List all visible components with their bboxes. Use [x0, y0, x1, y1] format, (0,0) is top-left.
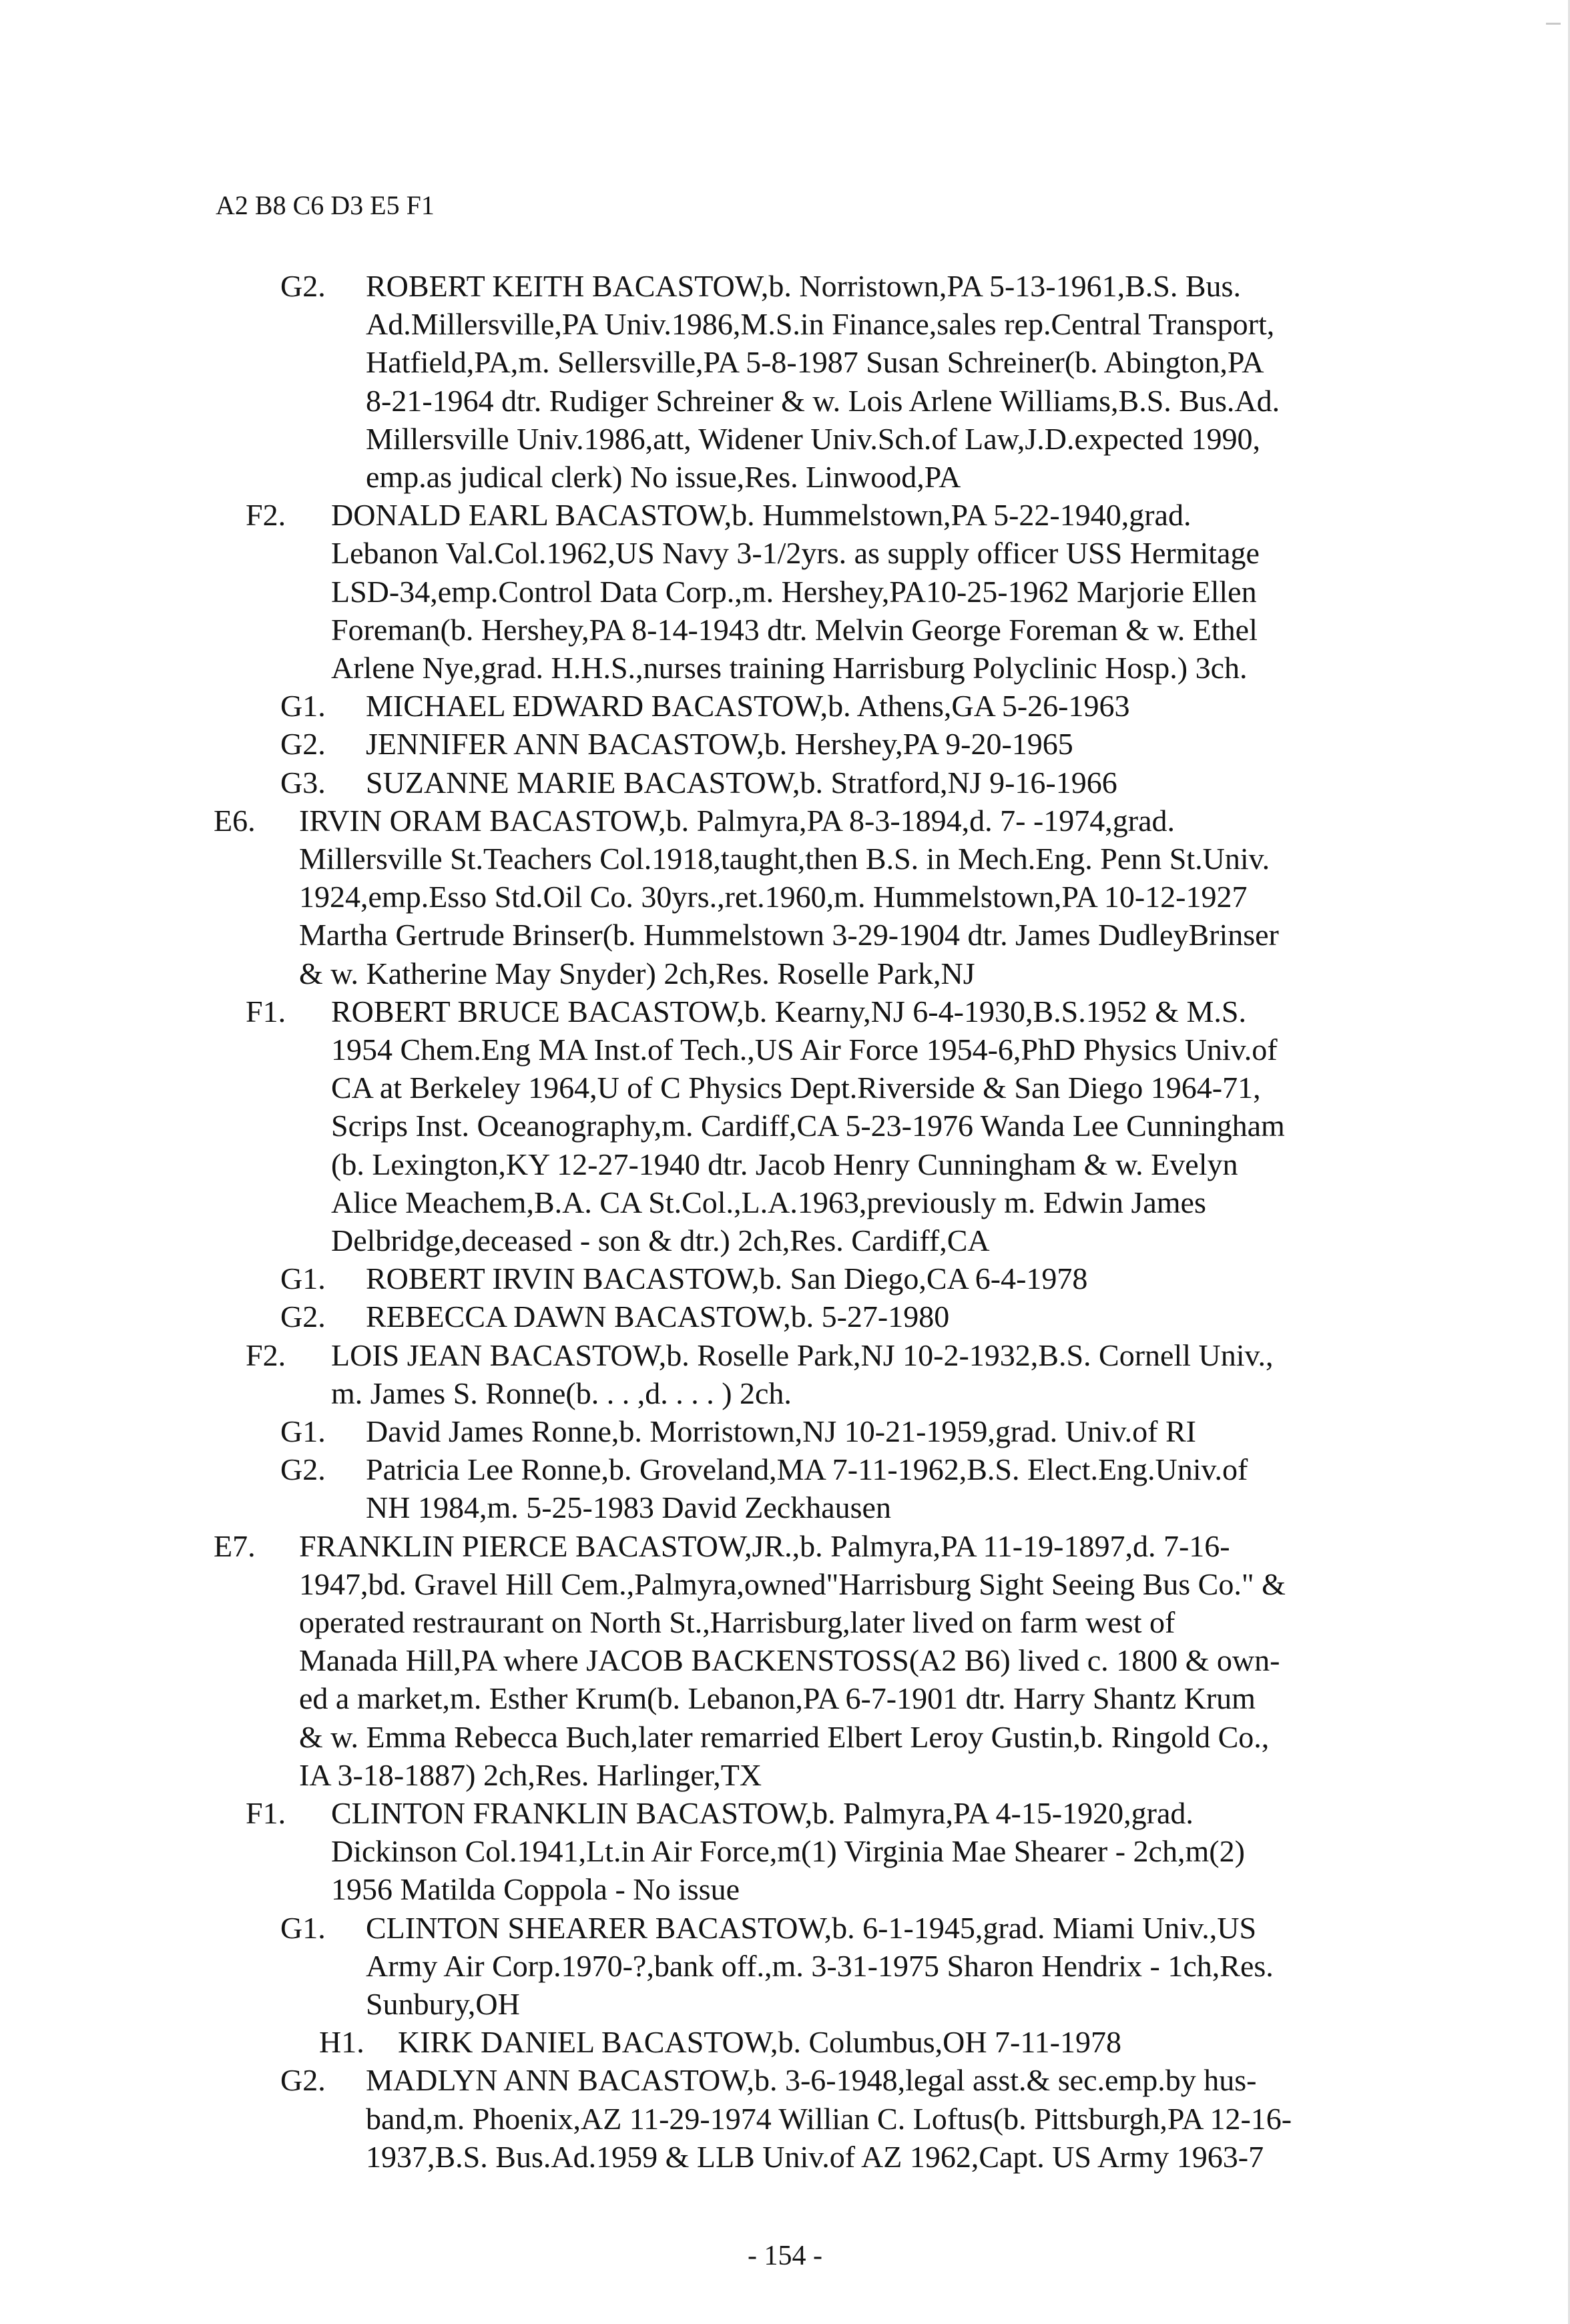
entry-code: G1.: [280, 1261, 326, 1296]
entry-text-line: Hatfield,PA,m. Sellersville,PA 5-8-1987 Susan Schreiner(b. Abington,PA: [366, 345, 1264, 380]
entry-text-line: DONALD EARL BACASTOW,b. Hummelstown,PA 5-22-1940,grad.: [331, 498, 1192, 533]
entry-text-line: 1954 Chem.Eng MA Inst.of Tech.,US Air Force 1954-6,PhD Physics Univ.of: [331, 1033, 1278, 1067]
entry-text-line: Foreman(b. Hershey,PA 8-14-1943 dtr. Melvin George Foreman & w. Ethel: [331, 612, 1258, 647]
entry-code: G3.: [280, 765, 326, 800]
entry-text-line: JENNIFER ANN BACASTOW,b. Hershey,PA 9-20-1965: [366, 727, 1073, 762]
entry-text-line: FRANKLIN PIERCE BACASTOW,JR.,b. Palmyra,PA 11-19-1897,d. 7-16-: [299, 1528, 1230, 1563]
entry-text-line: IA 3-18-1887) 2ch,Res. Harlinger,TX: [299, 1757, 762, 1792]
entry-text-line: ROBERT BRUCE BACASTOW,b. Kearny,NJ 6-4-1930,B.S.1952 & M.S.: [331, 994, 1246, 1029]
entry-code: G2.: [280, 1452, 326, 1487]
entry-code: G1.: [280, 1414, 326, 1448]
entry-text-line: Martha Gertrude Brinser(b. Hummelstown 3-29-1904 dtr. James DudleyBrinser: [299, 918, 1279, 952]
entry-text-line: Scrips Inst. Oceanography,m. Cardiff,CA 5-23-1976 Wanda Lee Cunningham: [331, 1109, 1285, 1143]
entry-code: G2.: [280, 269, 326, 303]
entry-text-line: 1924,emp.Esso Std.Oil Co. 30yrs.,ret.1960,m. Hummelstown,PA 10-12-1927: [299, 880, 1248, 914]
entry-text-line: LOIS JEAN BACASTOW,b. Roselle Park,NJ 10-2-1932,B.S. Cornell Univ.,: [331, 1338, 1274, 1372]
entry-text-line: ROBERT KEITH BACASTOW,b. Norristown,PA 5-13-1961,B.S. Bus.: [366, 269, 1241, 303]
entry-code: G1.: [280, 1910, 326, 1945]
entry-text-line: LSD-34,emp.Control Data Corp.,m. Hershey,PA10-25-1962 Marjorie Ellen: [331, 574, 1257, 609]
entry-text-line: Ad.Millersville,PA Univ.1986,M.S.in Finance,sales rep.Central Transport,: [366, 307, 1275, 342]
entry-text-line: 8-21-1964 dtr. Rudiger Schreiner & w. Lois Arlene Williams,B.S. Bus.Ad.: [366, 383, 1280, 418]
entry-text-line: CA at Berkeley 1964,U of C Physics Dept.Riverside & San Diego 1964-71,: [331, 1071, 1261, 1105]
entry-text-line: MICHAEL EDWARD BACASTOW,b. Athens,GA 5-26-1963: [366, 689, 1130, 723]
entry-text-line: m. James S. Ronne(b. . . ,d. . . . ) 2ch.: [331, 1376, 792, 1410]
entry-text-line: 1947,bd. Gravel Hill Cem.,Palmyra,owned"Harrisburg Sight Seeing Bus Co." &: [299, 1566, 1286, 1601]
entry-text-line: & w. Katherine May Snyder) 2ch,Res. Roselle Park,NJ: [299, 956, 975, 990]
entry-code: F1.: [246, 994, 286, 1029]
entry-text-line: Sunbury,OH: [366, 1987, 520, 2021]
entry-code: E7.: [214, 1528, 256, 1563]
page-number: - 154 -: [748, 2241, 822, 2271]
entry-text-line: (b. Lexington,KY 12-27-1940 dtr. Jacob Henry Cunningham & w. Evelyn: [331, 1147, 1238, 1181]
entry-code: G2.: [280, 727, 326, 762]
entry-text-line: ROBERT IRVIN BACASTOW,b. San Diego,CA 6-4-1978: [366, 1261, 1088, 1296]
entry-text-line: NH 1984,m. 5-25-1983 David Zeckhausen: [366, 1490, 891, 1525]
entry-text-line: Manada Hill,PA where JACOB BACKENSTOSS(A2 B6) lived c. 1800 & own-: [299, 1643, 1280, 1678]
entry-text-line: Dickinson Col.1941,Lt.in Air Force,m(1) Virginia Mae Shearer - 2ch,m(2): [331, 1834, 1245, 1869]
entry-code: F2.: [246, 498, 286, 533]
entry-text-line: ed a market,m. Esther Krum(b. Lebanon,PA 6-7-1901 dtr. Harry Shantz Krum: [299, 1681, 1256, 1716]
entry-code: E6.: [214, 803, 256, 838]
entry-text-line: REBECCA DAWN BACASTOW,b. 5-27-1980: [366, 1299, 950, 1334]
entry-text-line: CLINTON SHEARER BACASTOW,b. 6-1-1945,grad. Miami Univ.,US: [366, 1910, 1257, 1945]
entry-text-line: Millersville Univ.1986,att, Widener Univ.Sch.of Law,J.D.expected 1990,: [366, 421, 1260, 456]
entry-text-line: Army Air Corp.1970-?,bank off.,m. 3-31-1975 Sharon Hendrix - 1ch,Res.: [366, 1948, 1274, 1983]
entry-text-line: SUZANNE MARIE BACASTOW,b. Stratford,NJ 9-16-1966: [366, 765, 1117, 800]
entry-text-line: 1937,B.S. Bus.Ad.1959 & LLB Univ.of AZ 1962,Capt. US Army 1963-7: [366, 2139, 1264, 2174]
entry-code: F2.: [246, 1338, 286, 1372]
entry-text-line: CLINTON FRANKLIN BACASTOW,b. Palmyra,PA 4-15-1920,grad.: [331, 1796, 1194, 1830]
entry-text-line: MADLYN ANN BACASTOW,b. 3-6-1948,legal asst.& sec.emp.by hus-: [366, 2063, 1257, 2098]
entry-text-line: 1956 Matilda Coppola - No issue: [331, 1872, 740, 1907]
entry-text-line: IRVIN ORAM BACASTOW,b. Palmyra,PA 8-3-1894,d. 7- -1974,grad.: [299, 803, 1175, 838]
page-reference: A2 B8 C6 D3 E5 F1: [216, 190, 435, 220]
entry-text-line: band,m. Phoenix,AZ 11-29-1974 Willian C. Loftus(b. Pittsburgh,PA 12-16-: [366, 2101, 1292, 2136]
entry-text-line: Arlene Nye,grad. H.H.S.,nurses training Harrisburg Polyclinic Hosp.) 3ch.: [331, 651, 1248, 685]
entry-text-line: Millersville St.Teachers Col.1918,taught,then B.S. in Mech.Eng. Penn St.Univ.: [299, 842, 1270, 876]
entry-text-line: KIRK DANIEL BACASTOW,b. Columbus,OH 7-11-1978: [398, 2025, 1121, 2060]
entry-text-line: Delbridge,deceased - son & dtr.) 2ch,Res. Cardiff,CA: [331, 1223, 990, 1258]
entry-code: F1.: [246, 1796, 286, 1830]
entry-code: H1.: [319, 2025, 364, 2060]
entry-text-line: Alice Meachem,B.A. CA St.Col.,L.A.1963,previously m. Edwin James: [331, 1185, 1206, 1219]
entry-text-line: Patricia Lee Ronne,b. Groveland,MA 7-11-1962,B.S. Elect.Eng.Univ.of: [366, 1452, 1248, 1487]
entry-text-line: David James Ronne,b. Morristown,NJ 10-21-1959,grad. Univ.of RI: [366, 1414, 1196, 1448]
entry-code: G2.: [280, 1299, 326, 1334]
entry-text-line: & w. Emma Rebecca Buch,later remarried Elbert Leroy Gustin,b. Ringold Co.,: [299, 1719, 1270, 1754]
entry-code: G1.: [280, 689, 326, 723]
entry-text-line: Lebanon Val.Col.1962,US Navy 3-1/2yrs. as supply officer USS Hermitage: [331, 536, 1260, 571]
entry-text-line: operated restraurant on North St.,Harrisburg,later lived on farm west of: [299, 1605, 1175, 1639]
entry-text-line: emp.as judical clerk) No issue,Res. Linwood,PA: [366, 460, 961, 495]
entry-code: G2.: [280, 2063, 326, 2098]
